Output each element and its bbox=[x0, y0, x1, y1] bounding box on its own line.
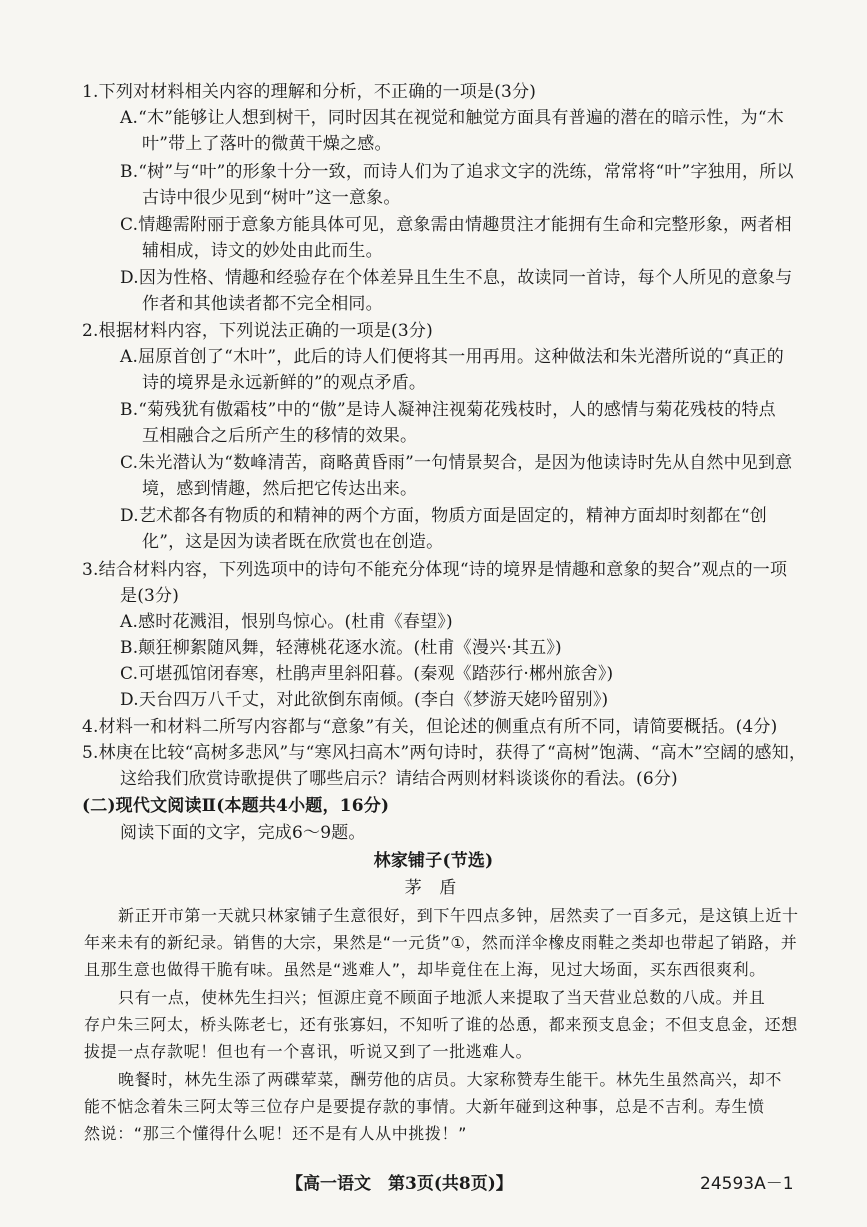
q2-option-b-cont: 互相融合之后所产生的移情的效果。 bbox=[142, 426, 418, 446]
q2-option-a-cont: 诗的境界是永远新鲜的”的观点矛盾。 bbox=[142, 373, 427, 393]
q2-option-d: D.艺术都各有物质的和精神的两个方面，物质方面是固定的，精神方面却时刻都在“创 bbox=[120, 506, 767, 526]
q2-option-a: A.屈原首创了“木叶”，此后的诗人们便将其一用再用。这种做法和朱光潜所说的“真正的 bbox=[120, 347, 784, 367]
q1-option-b-cont: 古诗中很少见到“树叶”这一意象。 bbox=[142, 188, 401, 208]
q5-stem: 5.林庚在比较“高树多悲风”与“寒风扫高木”两句诗时，获得了“高树”饱满、“高木”空阔的感知， bbox=[82, 743, 807, 763]
q1-option-d: D.因为性格、情趣和经验存在个体差异且生生不息，故读同一首诗，每个人所见的意象与 bbox=[120, 268, 793, 288]
q5-stem-cont: 这给我们欣赏诗歌提供了哪些启示？请结合两则材料谈谈你的看法。(6分) bbox=[120, 769, 678, 789]
q2-option-c: C.朱光潜认为“数峰清苦，商略黄昏雨”一句情景契合，是因为他读诗时先从自然中见到意 bbox=[120, 453, 793, 473]
q3-option-c: C.可堪孤馆闭春寒，杜鹃声里斜阳暮。(秦观《踏莎行·郴州旅舍》) bbox=[120, 664, 614, 684]
q1-option-b: B.“树”与“叶”的形象十分一致，而诗人们为了追求文字的洗练，常常将“叶”字独用，所以 bbox=[120, 162, 794, 182]
page-footer-code: 24593A－1 bbox=[700, 1174, 794, 1194]
passage-line: 拔提一点存款呢！但也有一个喜讯，听说又到了一批逃难人。 bbox=[84, 1042, 533, 1061]
q3-stem: 3.结合材料内容，下列选项中的诗句不能充分体现“诗的境界是情趣和意象的契合”观点的一项 bbox=[82, 560, 788, 580]
q3-option-b: B.颠狂柳絮随风舞，轻薄桃花逐水流。(杜甫《漫兴·其五》) bbox=[120, 638, 562, 658]
q1-stem: 1.下列对材料相关内容的理解和分析，不正确的一项是(3分) bbox=[82, 82, 537, 102]
q2-stem: 2.根据材料内容，下列说法正确的一项是(3分) bbox=[82, 321, 433, 341]
q3-stem-cont: 是(3分) bbox=[120, 586, 180, 606]
q1-option-a: A.“木”能够让人想到树干，同时因其在视觉和触觉方面具有普遍的潜在的暗示性，为“木 bbox=[120, 108, 784, 128]
q1-option-a-cont: 叶”带上了落叶的微黄干燥之感。 bbox=[142, 134, 392, 154]
q3-option-d: D.天台四万八千丈，对此欲倒东南倾。(李白《梦游天姥吟留别》) bbox=[120, 690, 609, 710]
q2-option-c-cont: 境，感到情趣，然后把它传达出来。 bbox=[142, 479, 418, 499]
section-heading: (二)现代文阅读Ⅱ(本题共4小题，16分) bbox=[82, 796, 390, 816]
q1-option-d-cont: 作者和其他读者都不完全相同。 bbox=[142, 294, 383, 314]
passage-line: 年来未有的新纪录。销售的大宗，果然是“一元货”①，然而洋伞橡皮雨鞋之类却也带起了销路，并 bbox=[84, 933, 798, 952]
passage-author: 茅 盾 bbox=[404, 878, 463, 898]
passage-line: 新正开市第一天就只林家铺子生意很好，到下午四点多钟，居然卖了一百多元，是这镇上近十 bbox=[118, 906, 799, 925]
q2-option-b: B.“菊残犹有傲霜枝”中的“傲”是诗人凝神注视菊花残枝时，人的感情与菊花残枝的特点 bbox=[120, 400, 776, 420]
passage-line: 晚餐时，林先生添了两碟荤菜，酬劳他的店员。大家称赞寿生能干。林先生虽然高兴，却不 bbox=[118, 1070, 783, 1089]
passage-line: 能不惦念着朱三阿太等三位存户是要提存款的事情。大新年碰到这种事，总是不吉利。寿生愤 bbox=[84, 1097, 765, 1116]
q4-stem: 4.材料一和材料二所写内容都与“意象”有关，但论述的侧重点有所不同，请简要概括。(4分) bbox=[82, 717, 778, 737]
passage-line: 存户朱三阿太，桥头陈老七，还有张寡妇，不知听了谁的怂恿，都来预支息金；不但支息金，还想 bbox=[84, 1015, 798, 1034]
passage-line: 且那生意也做得干脆有味。虽然是“逃难人”，却毕竟住在上海，见过大场面，买东西很爽利。 bbox=[84, 960, 766, 979]
page-footer-label: 【高一语文 第3页(共8页)】 bbox=[286, 1174, 513, 1194]
passage-line: 只有一点，使林先生扫兴；恒源庄竟不顾面子地派人来提取了当天营业总数的八成。并且 bbox=[118, 988, 766, 1007]
q3-option-a: A.感时花溅泪，恨别鸟惊心。(杜甫《春望》) bbox=[120, 612, 453, 632]
passage-title: 林家铺子(节选) bbox=[373, 851, 494, 871]
q1-option-c-cont: 辅相成，诗文的妙处由此而生。 bbox=[142, 241, 383, 261]
passage-line: 然说：“那三个懂得什么呢！还不是有人从中挑拨！” bbox=[84, 1124, 467, 1143]
q2-option-d-cont: 化”，这是因为读者既在欣赏也在创造。 bbox=[142, 532, 444, 552]
q1-option-c: C.情趣需附丽于意象方能具体可见，意象需由情趣贯注才能拥有生命和完整形象，两者相 bbox=[120, 215, 792, 235]
reading-instruction: 阅读下面的文字，完成6～9题。 bbox=[120, 823, 366, 843]
